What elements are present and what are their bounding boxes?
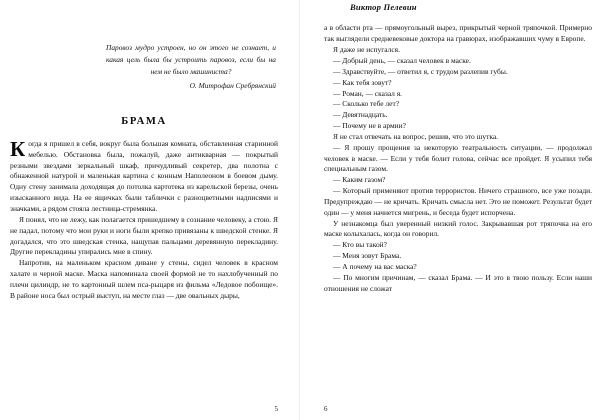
paragraph-text: У незнакомца был уверенный низкий голос. Закрывавшая рот тряпочка на его маске колыхалась, когда он говорил. <box>324 218 592 239</box>
paragraph-text: — Кто вы такой? <box>333 240 387 250</box>
paragraph <box>324 110 592 121</box>
epigraph-text: Паровоз мудро устроен, но он этого не сознает, и какая цель была бы устроить паровоз, если бы на нем не было машиниста? <box>106 43 276 76</box>
paragraph <box>324 121 592 132</box>
right-page-body <box>324 23 592 294</box>
paragraph-text: — По многим причинам, — сказал Брама. — И это в твою пользу. Если наши отношения не сложат <box>324 272 592 293</box>
paragraph <box>324 45 592 56</box>
paragraph <box>324 240 592 251</box>
paragraph <box>324 89 592 100</box>
paragraph <box>324 56 592 67</box>
running-head: Виктор Пелевин <box>350 2 417 12</box>
paragraph-text: — Каким газом? <box>333 175 386 185</box>
paragraph-text: — А почему на вас маска? <box>333 262 417 272</box>
paragraph-text: — Почему не в армии? <box>333 121 406 131</box>
paragraph <box>324 175 592 186</box>
left-page-body <box>10 136 278 302</box>
paragraph-text: Я понял, что не лежу, как полагается пришедшему в сознание человеку, а стою. Я не падал, потому что мои руки и ноги были крепко привязаны к шведской стенке. Я догадался, что это шведская стенка, нащупав пальцами деревянную перекладину. Другие перекладины упирались мне в спину. <box>10 214 278 257</box>
paragraph-text: Я не стал отвечать на вопрос, решив, что это шутка. <box>333 131 498 141</box>
paragraph <box>324 219 592 241</box>
page-number: 6 <box>324 405 328 413</box>
right-page <box>300 0 600 420</box>
paragraph-text: Я даже не испугался. <box>333 45 400 55</box>
paragraph-text: а в области рта — прямоугольный вырез, прикрытый черной тряпочкой. Примерно так выглядели средневековые доктора на гравюрах, изображавших чуму в Европе. <box>324 23 592 44</box>
paragraph-text: — Девятнадцать. <box>333 110 388 120</box>
paragraph-text: — Сколько тебе лет? <box>333 99 399 109</box>
paragraph <box>10 136 278 215</box>
paragraph <box>324 78 592 89</box>
paragraph-text: — Который применяют против террористов. Ничего страшного, все уже позади. Предупреждаю — не кричать. Кричать смысла нет. Это не поможет. Результат будет один — у меня начнется мигрень, и беседа будет испорчена. <box>324 186 592 217</box>
left-page-head-spacer <box>10 0 278 12</box>
page-number: 5 <box>274 405 278 413</box>
paragraph <box>324 262 592 273</box>
paragraph-text: — Я прошу прощения за некоторую театральность ситуации, — продолжал человек в маске. — Если у тебя болит голова, сейчас все пройдет. Я усыпил тебя специальным газом. <box>324 142 592 174</box>
paragraph-text: — Роман, — сказал я. <box>333 88 403 98</box>
paragraph <box>324 186 592 219</box>
paragraph <box>10 258 278 301</box>
drop-cap: К <box>10 136 26 161</box>
paragraph <box>324 99 592 110</box>
paragraph <box>324 23 592 45</box>
paragraph-text: — Как тебя зовут? <box>333 77 392 87</box>
paragraph <box>324 251 592 262</box>
paragraph <box>324 132 592 143</box>
paragraph-text: — Добрый день, — сказал человек в маске. <box>333 55 471 65</box>
paragraph <box>324 273 592 295</box>
paragraph-text: Напротив, на маленьком красном диване у стены, сидел человек в красном халате и черной маске. Маска напоминала своей формой не то нахлобученный по плечи цилиндр, не то картонный шлем пса-рыцаря из фильма «Ледовое побоище». В районе носа был острый выступ, на месте глаз — две овальных дыры, <box>10 258 278 300</box>
paragraph <box>324 67 592 78</box>
paragraph <box>10 215 278 258</box>
paragraph <box>324 143 592 176</box>
paragraph-text: — Здравствуйте, — ответил я, с трудом разлепив губы. <box>333 66 508 76</box>
epigraph-attribution: О. Митрофан Сребрянский <box>189 80 276 90</box>
chapter-title: БРАМА <box>121 115 167 127</box>
paragraph-text: огда я пришел в себя, вокруг была большая комната, обставленная старинной мебелью. Обстановка была, пожалуй, даже антикварная — покрытый резными звездами зеркальный шкаф, причудливый секретер, два полотна с обнаженной натурой и маленькая картина с конным Наполеоном в боевом дыму. Одну стену занимала доходящая до потолка картотека из карельской березы, очень изысканного вида. На ее ящичках были таблички с разноцветными надписями и значками, а рядом стояла лестница-стремянка. <box>10 138 278 214</box>
paragraph-text: — Меня зовут Брама. <box>333 251 402 261</box>
